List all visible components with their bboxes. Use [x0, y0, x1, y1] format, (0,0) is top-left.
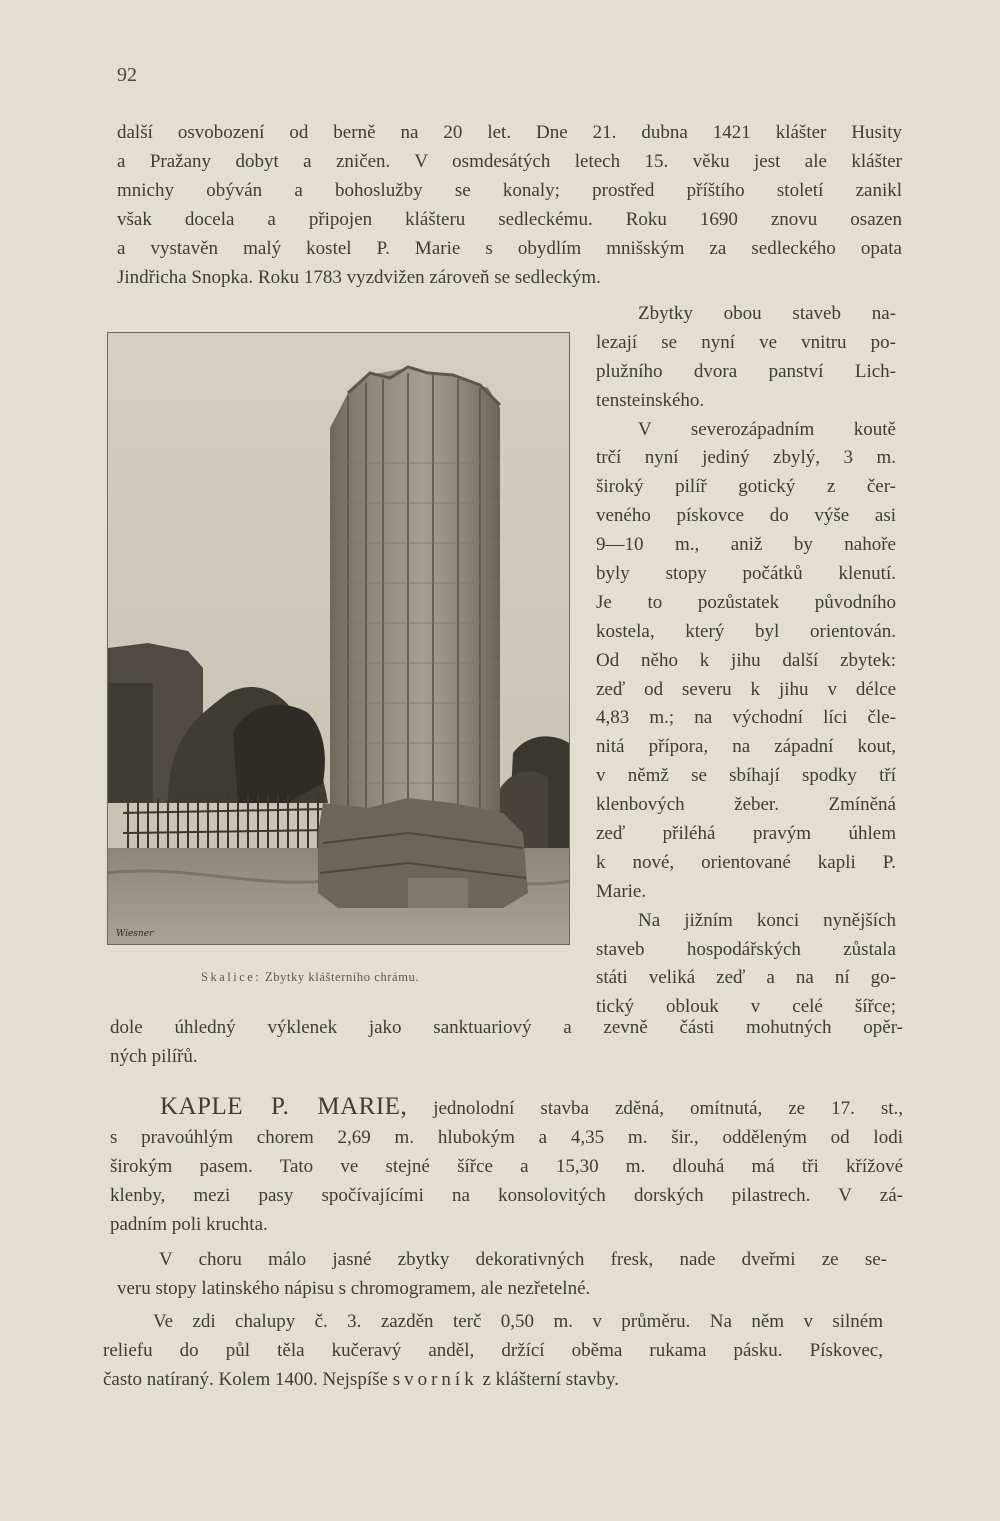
text-line: zeď od severu k jihu v délce	[596, 678, 896, 700]
text-line: k nové, orientované kapli P.	[596, 851, 896, 873]
side-column-text	[596, 300, 896, 1022]
spaced-word: svorník	[392, 1369, 478, 1390]
intro-paragraph	[117, 118, 902, 292]
text-line: klenbových žeber. Zmíněná	[596, 794, 896, 816]
text-line: státi veliká zeď a na ní go-	[596, 967, 896, 989]
text-line: Jindřicha Snopka. Roku 1783 vyzdvižen zároveň se sedleckým.	[117, 267, 601, 288]
text-line: byly stopy počátků klenutí.	[596, 563, 896, 585]
text-line: dole úhledný výklenek jako sanktuariový a zevně části mohutných opěr-	[110, 1017, 903, 1038]
text-line: Na jižním konci nynějších	[638, 909, 896, 931]
text-line: V severozápadním koutě	[638, 418, 896, 440]
text-line: 9—10 m., aniž by nahoře	[596, 534, 896, 556]
page-number: 92	[117, 64, 137, 86]
figure-caption	[201, 970, 419, 985]
text-line: a vystavěn malý kostel P. Marie s obydlím mnišským za sedleckého opata	[117, 238, 902, 259]
text-line: reliefu do půl těla kučeravý anděl, držící oběma rukama pásku. Pískovec,	[103, 1340, 883, 1361]
ruined-pillar-photo	[108, 333, 569, 944]
text-line: plužního dvora panství Lich-	[596, 360, 896, 382]
text-line: veného pískovce do výše asi	[596, 505, 896, 527]
text-line: 4,83 m.; na východní líci čle-	[596, 707, 896, 729]
text-line: Od něho k jihu další zbytek:	[596, 649, 896, 671]
heading-line-rest: jednolodní stavba zděná, omítnutá, ze 17. st.,	[433, 1098, 903, 1119]
text-line: veru stopy latinského nápisu s chromogramem, ale nezřetelné.	[117, 1278, 591, 1299]
text-line: Marie.	[596, 880, 647, 902]
text-line: ných pilířů.	[110, 1046, 198, 1067]
kaple-paragraph	[110, 1092, 903, 1239]
text-line: Ve zdi chalupy č. 3. zazděn terč 0,50 m. v průměru. Na něm v silném	[153, 1311, 883, 1332]
line-start: často natíraný. Kolem 1400. Nejspíše	[103, 1369, 388, 1390]
text-line: v němž se sbíhají spodky tří	[596, 765, 896, 787]
text-line: klenby, mezi pasy spočívajícími na konsolovitých dorských pilastrech. V zá-	[110, 1185, 903, 1206]
line-end: z klášterní stavby.	[482, 1369, 619, 1390]
text-line: V choru málo jasné zbytky dekorativných fresk, nade dveřmi ze se-	[159, 1249, 887, 1270]
photo-figure	[107, 332, 570, 945]
text-line: však docela a připojen klášteru sedleckému. Roku 1690 znovu osazen	[117, 209, 902, 230]
text-line: další osvobození od berně na 20 let. Dne 21. dubna 1421 klášter Husity	[117, 122, 902, 143]
fresky-paragraph	[117, 1245, 887, 1303]
text-line: širokým pasem. Tato ve stejné šířce a 15,30 m. dlouhá má tři křížové	[110, 1156, 903, 1177]
text-line: Zbytky obou staveb na-	[638, 303, 896, 324]
text-line: nitá přípora, na západní kout,	[596, 736, 896, 758]
text-line: s pravoúhlým chorem 2,69 m. hlubokým a 4,35 m. šir., odděleným od lodi	[110, 1127, 903, 1148]
photographer-signature: Wiesner	[116, 929, 154, 939]
text-line: zeď přiléhá pravým úhlem	[596, 823, 896, 845]
text-line	[103, 1365, 883, 1394]
svornik-paragraph	[103, 1307, 883, 1394]
section-heading: KAPLE P. MARIE,	[160, 1093, 408, 1120]
text-line: staveb hospodářských zůstala	[596, 938, 896, 960]
caption-text: Zbytky klášterního chrámu.	[265, 970, 420, 984]
text-line: trčí nyní jediný zbylý, 3 m.	[596, 447, 896, 469]
tail-paragraph	[110, 1013, 903, 1071]
text-line: tensteinského.	[596, 389, 705, 411]
text-line: Je to pozůstatek původního	[596, 591, 896, 613]
text-line: a Pražany dobyt a zničen. V osmdesátých letech 15. věku jest ale klášter	[117, 151, 902, 172]
text-line: tický oblouk v celé šířce;	[596, 996, 896, 1018]
text-line: padním poli kruchta.	[110, 1214, 268, 1235]
caption-place: Skalice:	[201, 970, 262, 984]
text-line: kostela, který byl orientován.	[596, 620, 896, 642]
text-line	[110, 1092, 903, 1123]
text-line: mnichy obýván a bohoslužby se konaly; prostřed příštího století zanikl	[117, 180, 902, 201]
text-line: široký pilíř gotický z čer-	[596, 476, 896, 498]
text-line: lezají se nyní ve vnitru po-	[596, 331, 896, 353]
